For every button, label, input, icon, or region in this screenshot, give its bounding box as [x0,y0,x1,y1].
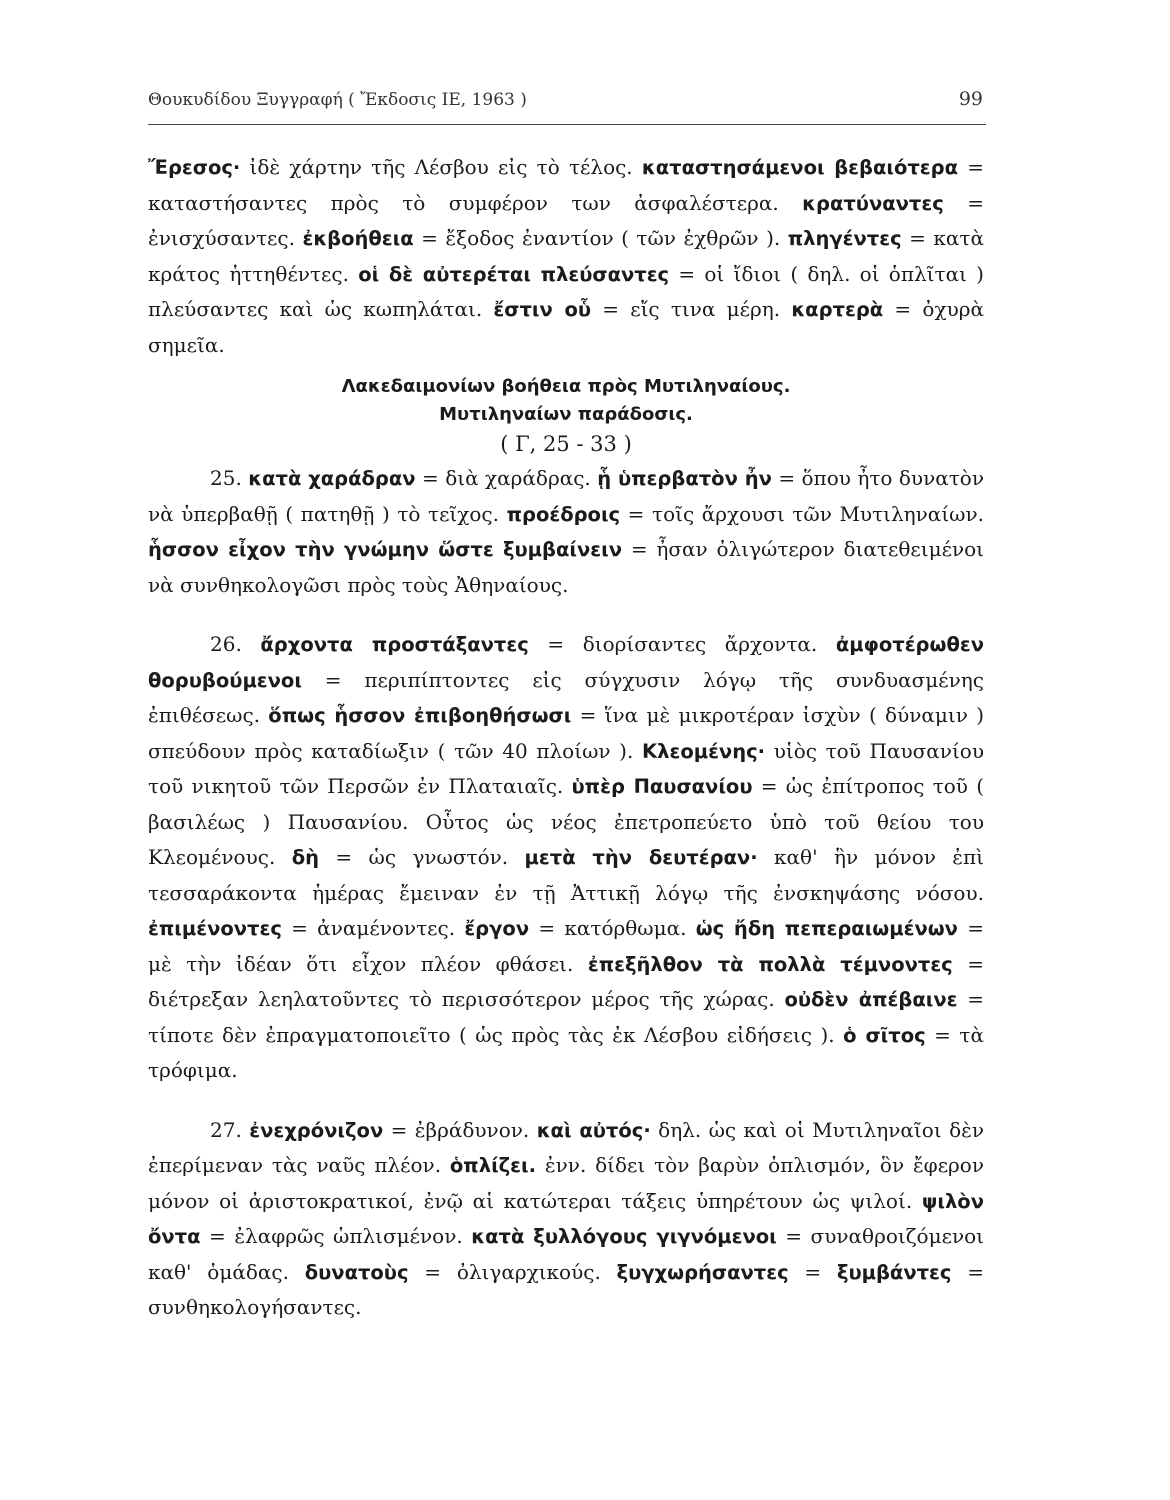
gloss: = μὲ τὴν ἰδέαν ὅτι εἶχον πλέον φθάσει. [148,916,984,976]
lemma: ᾗ ὑπερβατὸν ἦν [597,467,772,490]
lemma: κρατύναντες [802,191,944,215]
chapter-number: 26. [210,632,261,656]
paragraph-gap [148,603,984,627]
gloss: = ἵνα μὲ μικροτέραν ἰσχὺν ( δύναμιν ) σπεύδουν πρὸς καταδίωξιν ( τῶν 40 πλοίων ). [148,703,985,763]
gloss: = τίποτε δὲν ἐπραγματοποιεῖτο ( ὡς πρὸς τὰς ἐκ Λέσβου εἰδήσεις ). [148,987,985,1047]
paragraph-27 [148,1113,984,1326]
page-number: 99 [958,88,983,110]
paragraph-gap [148,1089,984,1113]
lemma: κατὰ χαράδραν [248,467,416,490]
section-heading [148,373,984,459]
gloss: = ὅπου ἦτο δυνατὸν νὰ ὑπερβαθῇ ( πατηθῇ ) τὸ τεῖχος. [148,466,984,526]
gloss: = κατὰ κράτος ἡττηθέντες. [148,226,984,286]
lemma: προέδροις [506,502,621,526]
gloss: = ἔξοδος ἐναντίον ( τῶν ἐχθρῶν ). [413,226,788,250]
lemma: καρτερὰ [791,298,884,321]
gloss: = ἐλαφρῶς ὡπλισμένον. [200,1224,472,1248]
section-heading-line-2: Μυτιληναίων παράδοσις. [439,404,693,425]
lemma: δυνατοὺς [304,1260,409,1284]
gloss: = ἐβράδυνον. [383,1117,537,1142]
gloss: = τοῖς ἄρχουσι τῶν Μυτιληναίων. [620,501,984,526]
gloss: = διέτρεξαν λεηλατοῦντες τὸ περισσότερον μέρος τῆς χώρας. [148,951,984,1011]
lemma: ἧσσον εἶχον τὴν γνώμην ὥστε ξυμβαίνειν [148,538,622,561]
gloss: = διορίσαντες ἄρχοντα. [528,632,836,656]
lemma: οἱ δὲ αὐτερέται πλεύσαντες [358,262,670,286]
gloss: = καταστήσαντες πρὸς τὸ συμφέρον των ἀσφαλέστερα. [148,155,984,215]
lemma: δὴ [291,846,319,869]
lemma: ἔργον [464,917,530,940]
lemma: ἀμφοτέρωθεν θορυβούμενοι [148,633,984,692]
lemma: ἐκβοήθεια [302,227,414,250]
lemma: Ἔρεσος· [148,156,241,179]
section-heading-line-1: Λακεδαιμονίων βοήθεια πρὸς Μυτιληναίους. [341,376,791,397]
gloss: = τὰ τρόφιμα. [148,1022,985,1082]
lemma: ὡς ἤδη πεπεραιωμένων [695,917,958,940]
section-reference: ( Γ, 25 - 33 ) [500,432,632,456]
gloss: = ἀναμένοντες. [281,916,465,940]
lemma: ὑπὲρ Παυσανίου [571,775,753,798]
lemma: ξυγχωρήσαντες [616,1260,789,1284]
running-title: Θουκυδίδου Ξυγγραφή ( Ἔκδοσις ΙΕ, 1963 ) [148,90,527,110]
gloss: υἱὸς τοῦ Παυσανίου τοῦ νικητοῦ τῶν Περσῶν ἐν Πλαταιαῖς. [148,738,984,798]
lemma: καταστησάμενοι βεβαιότερα [641,156,959,179]
gloss: = ἐνισχύσαντες. [148,190,984,250]
gloss: = εἴς τινα μέρη. [591,297,792,321]
chapter-number: 25. [210,466,249,490]
gloss: = ἦσαν ὀλιγώτερον διατεθειμένοι νὰ συνθηκολογῶσι πρὸς τοὺς Ἀθηναίους. [148,537,985,597]
lemma: καὶ αὐτός· [536,1118,651,1142]
gloss: = ὀλιγαρχικούς. [408,1259,617,1284]
lemma: ἔστιν οὗ [493,298,592,321]
gloss: = ὀχυρὰ σημεῖα. [148,297,984,357]
lemma: ἄρχοντα προστάξαντες [260,633,529,656]
lemma: ὁπλίζει. [449,1154,537,1177]
lemma: ἐπιμένοντες [148,917,282,940]
gloss: ἰδὲ χάρτην τῆς Λέσβου εἰς τὸ τέλος. [240,155,642,179]
lemma: Κλεομένης· [642,739,766,763]
gloss: = συνθηκολογήσαντες. [148,1259,984,1319]
lemma: ξυμβάντες [836,1260,952,1284]
running-header [148,90,983,110]
paragraph-26 [148,627,984,1089]
lemma: ἐνεχρόνιζον [249,1118,384,1142]
lemma: ψιλὸν ὄντα [148,1189,984,1248]
paragraph-intro-notes [148,150,984,363]
gloss: = περιπίπτοντες εἰς σύγχυσιν λόγῳ τῆς συνδυασμένης ἐπιθέσεως. [148,667,984,727]
lemma: μετὰ τὴν δευτέραν· [524,846,758,869]
paragraph-25 [148,461,984,603]
gloss: = ὡς ἐπίτροπος τοῦ ( βασιλέως ) Παυσανίου. Οὗτος ὡς νέος ἐπετροπεύετο ὑπὸ τοῦ θείου του Κλεομένους. [148,774,985,869]
commentary-body [148,150,984,1326]
lemma: ὅπως ἧσσον ἐπιβοηθήσωσι [268,704,572,727]
chapter-number: 27. [210,1117,250,1142]
lemma: κατὰ ξυλλόγους γιγνόμενοι [471,1225,777,1248]
gloss: ἐνν. δίδει τὸν βαρὺν ὁπλισμόν, ὃν ἔφερον μόνον οἱ ἀριστοκρατικοί, ἐνῷ αἱ κατώτεραι τάξεις ὑπηρέτουν ὡς ψιλοί. [148,1153,985,1213]
lemma: ἐπεξῆλθον τὰ πολλὰ τέμνοντες [587,952,953,976]
header-rule [148,124,986,125]
gloss: = διὰ χαράδρας. [415,466,598,490]
gloss: = ὡς γνωστόν. [318,845,525,869]
gloss: = [788,1259,837,1284]
lemma: πληγέντες [787,227,902,250]
gloss: δηλ. ὡς καὶ οἱ Μυτιληναῖοι δὲν ἐπερίμεναν τὰς ναῦς πλέον. [148,1117,984,1177]
lemma: οὐδὲν ἀπέβαινε [784,988,958,1011]
gloss: = οἱ ἴδιοι ( δηλ. οἱ ὁπλῖται ) πλεύσαντες καὶ ὡς κωπηλάται. [148,261,984,321]
gloss: = συναθροιζόμενοι καθ' ὁμάδας. [148,1224,984,1284]
gloss: = κατόρθωμα. [529,916,696,940]
lemma: ὁ σῖτος [843,1023,926,1047]
gloss: καθ' ἣν μόνον ἐπὶ τεσσαράκοντα ἡμέρας ἔμειναν ἐν τῇ Ἀττικῇ λόγῳ τῆς ἐνσκηψάσης νόσου. [148,845,985,905]
